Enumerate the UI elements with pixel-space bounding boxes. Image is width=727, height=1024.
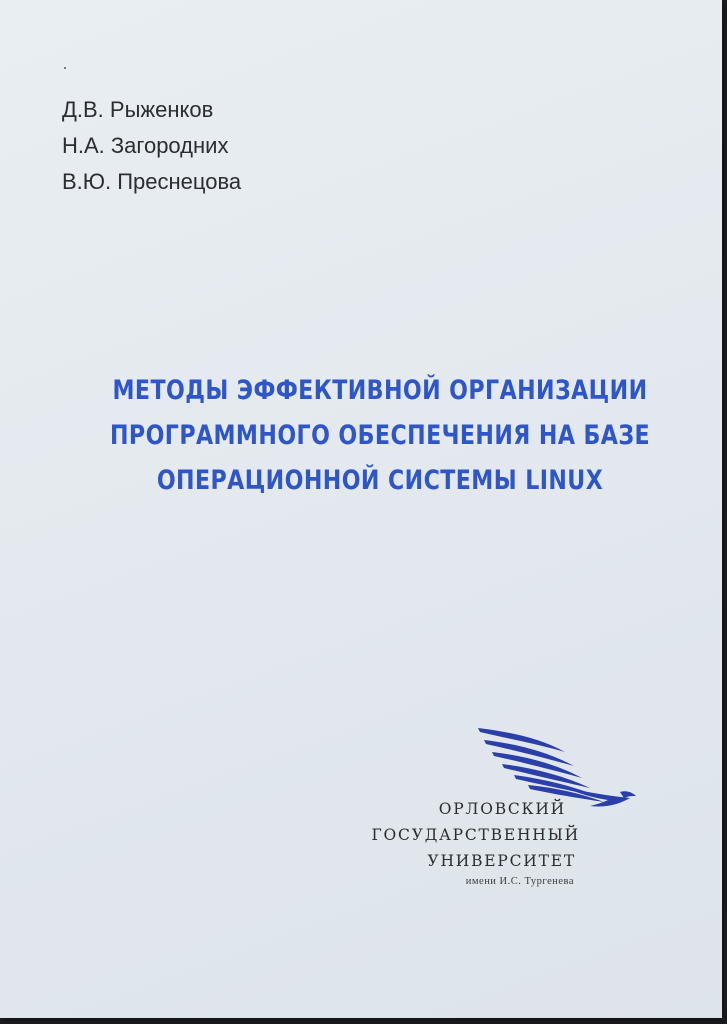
dust-speck [64,67,66,69]
university-line-3: УНИВЕРСИТЕТ [427,852,576,870]
author-1: Д.В. Рыженков [62,97,214,122]
book-title [101,368,659,503]
author-2: Н.А. Загородних [62,133,229,158]
authors-list [62,92,241,200]
title-line-1: МЕТОДЫ ЭФФЕКТИВНОЙ ОРГАНИЗАЦИИ [112,375,648,406]
university-line-1: ОРЛОВСКИЙ [438,800,566,818]
author-3: В.Ю. Преснецова [62,169,242,194]
university-line-2: ГОСУДАРСТВЕННЫЙ [371,826,580,844]
university-subtitle: имени И.С. Тургенева [465,876,574,887]
university-name [350,796,600,887]
title-line-3: ОПЕРАЦИОННОЙ СИСТЕМЫ LINUX [156,465,604,496]
title-line-2: ПРОГРАММНОГО ОБЕСПЕЧЕНИЯ НА БАЗЕ [109,420,650,451]
